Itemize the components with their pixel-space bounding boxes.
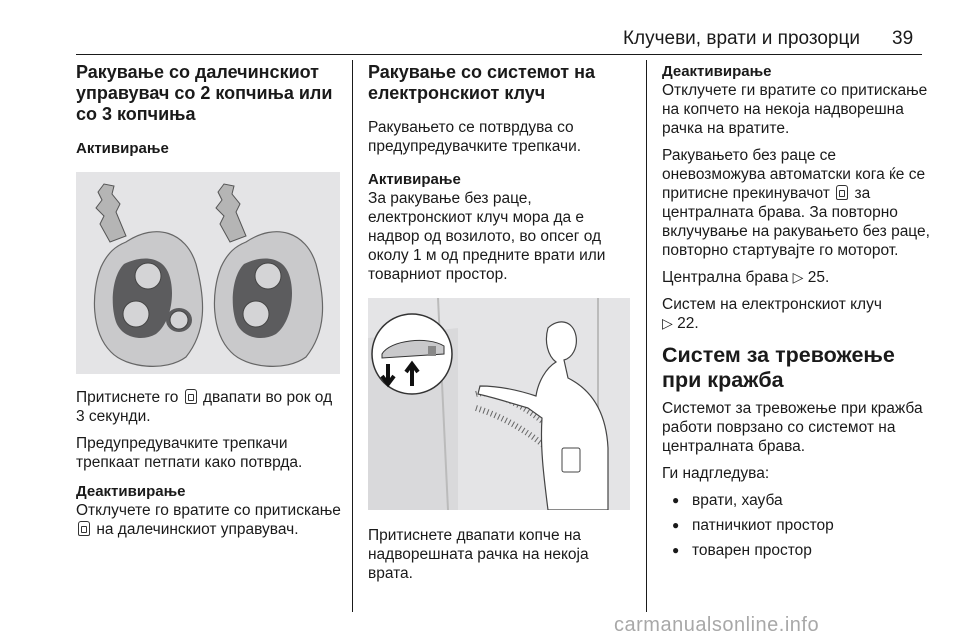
page-ref-arrow-icon: ▷ bbox=[662, 315, 673, 331]
page-number: 39 bbox=[892, 28, 914, 49]
text-press-before: Притиснете го bbox=[76, 389, 179, 406]
header-rule bbox=[76, 54, 922, 55]
key-fob-left bbox=[94, 184, 202, 366]
subheading-deactivation-3: Деактивирање bbox=[662, 63, 772, 80]
key-fob-illustration bbox=[76, 172, 340, 374]
list-item: ● врати, хауба bbox=[662, 491, 932, 510]
central-lock-switch-icon bbox=[836, 185, 848, 200]
monitored-areas-list bbox=[662, 491, 932, 560]
cross-reference-electronic-key[interactable]: Систем на електронскиот клуч ▷ 22. bbox=[662, 296, 882, 332]
page-ref-arrow-icon: ▷ bbox=[792, 269, 804, 285]
section-heading-alarm: Систем за тревожење при кражба bbox=[662, 343, 895, 392]
list-item: ● патничкиот простор bbox=[662, 516, 932, 535]
cross-reference-central-lock[interactable]: Централна брава ▷ 25. bbox=[662, 269, 830, 286]
key-fob-right bbox=[214, 184, 322, 366]
text-hands-free-after: за централната брава. За повторно вклучување на ракувањето без раце, повторно стартувајте го моторот. bbox=[662, 185, 930, 259]
column-1 bbox=[76, 62, 342, 547]
unlock-button-icon bbox=[78, 521, 90, 536]
subheading-activation-2: Активирање bbox=[368, 171, 461, 188]
paragraph-hands-free: За ракување без раце, електронскиот клуч мора да е надвор од возилото, во опсег од околу 1 м од предните врати или товарниот простор. bbox=[368, 190, 606, 283]
paragraph-monitors: Ги надгледува: bbox=[662, 465, 770, 482]
key-fob-drawing bbox=[76, 172, 340, 374]
paragraph-confirmation: Ракувањето се потврдува со предупредувачките трепкачи. bbox=[368, 119, 582, 155]
text-unlock-after: на далечинскиот управувач. bbox=[96, 521, 299, 538]
door-handle-drawing bbox=[368, 298, 630, 510]
section-heading-electronic-key: Ракување со системот на електронскиот клуч bbox=[368, 62, 595, 103]
subheading-activation: Активирање bbox=[76, 140, 169, 157]
section-heading: Ракување со далечинскиот управувач со 2 копчиња или со 3 копчиња bbox=[76, 62, 333, 124]
list-item: ● товарен простор bbox=[662, 541, 932, 560]
watermark: carmanualsonline.info bbox=[614, 614, 820, 636]
lock-button-icon bbox=[185, 389, 197, 404]
header-title: Клучеви, врати и прозорци bbox=[622, 28, 860, 49]
text-unlock-before: Отклучете го вратите со притискање bbox=[76, 502, 341, 519]
text-hands-free-before: Ракувањето без раце се оневозможува автоматски кога ќе се притисне прекинувачот bbox=[662, 147, 926, 202]
column-divider-1 bbox=[352, 60, 353, 612]
subheading-deactivation: Деактивирање bbox=[76, 483, 186, 500]
column-2 bbox=[368, 62, 634, 591]
paragraph-alarm-description: Системот за тревожење при кражба работи поврзано со системот на централната брава. bbox=[662, 400, 923, 455]
door-handle-illustration bbox=[368, 298, 630, 510]
paragraph-press-twice: Притиснете двапати копче на надворешната рачка на некоја врата. bbox=[368, 527, 589, 582]
paragraph-unlock-handle: Отклучете ги вратите со притискање на копчето на некоја надворешна рачка на вратите. bbox=[662, 82, 928, 137]
text-press-after: двапати во рок од 3 секунди. bbox=[76, 389, 333, 425]
paragraph-hazard-confirmation: Предупредувачките трепкачи трепкаат петпати како потврда. bbox=[76, 435, 303, 471]
column-divider-2 bbox=[646, 60, 647, 612]
column-3 bbox=[662, 62, 932, 566]
